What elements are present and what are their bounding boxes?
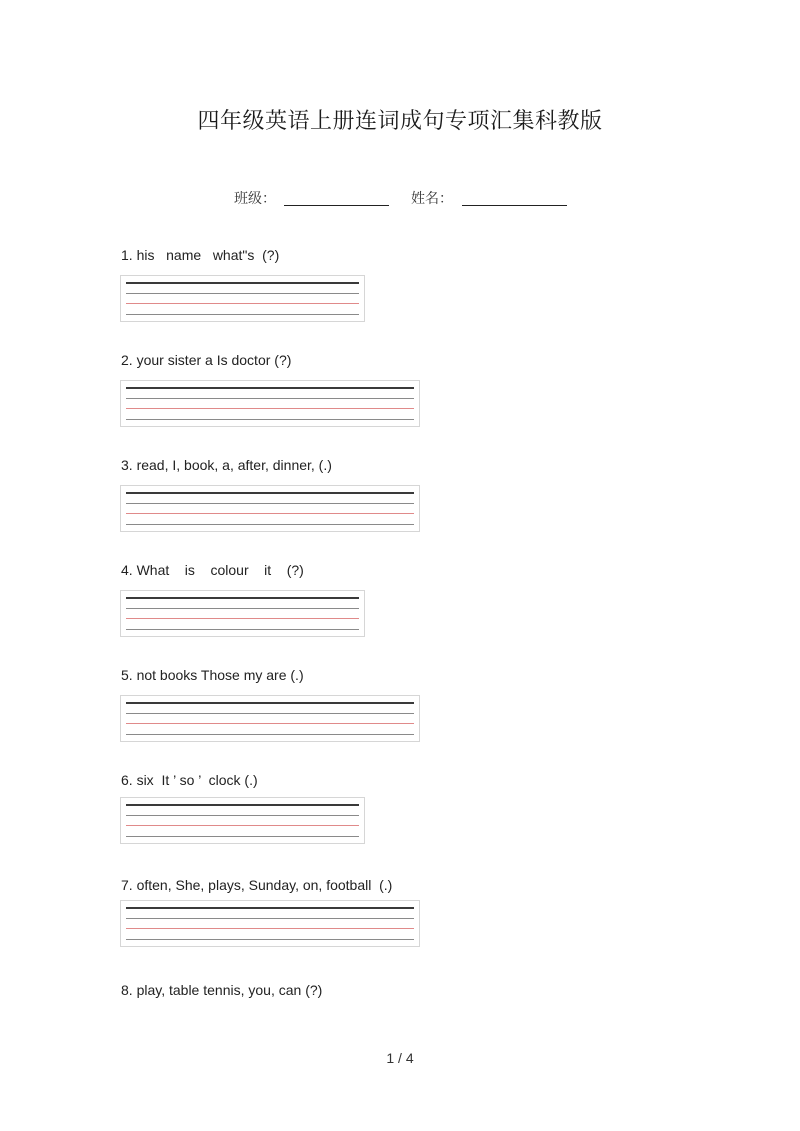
question-1-writing-box[interactable] [120, 275, 365, 322]
class-label: 班级： [234, 191, 276, 207]
writing-line [126, 608, 359, 609]
writing-line [126, 524, 414, 525]
question-4-writing-box[interactable] [120, 590, 365, 637]
writing-line [126, 293, 359, 294]
writing-line [126, 939, 414, 940]
question-3-writing-box[interactable] [120, 485, 420, 532]
question-2-writing-box[interactable] [120, 380, 420, 427]
writing-line [126, 918, 414, 919]
question-3-text: 3. read, I, book, a, after, dinner, (.) [121, 457, 332, 473]
name-label: 姓名： [411, 191, 453, 207]
question-8-text: 8. play, table tennis, you, can (?) [121, 982, 323, 998]
question-4-text: 4. What is colour it (?) [121, 562, 304, 578]
question-1-text: 1. his name what"s (?) [121, 247, 280, 263]
question-6-writing-box[interactable] [120, 797, 365, 844]
writing-line [126, 734, 414, 735]
writing-line [126, 825, 359, 826]
page-number: 1 / 4 [386, 1050, 414, 1066]
writing-line [126, 492, 414, 494]
question-5-writing-box[interactable] [120, 695, 420, 742]
writing-line [126, 419, 414, 420]
question-5-text: 5. not books Those my are (.) [121, 667, 304, 683]
writing-line [126, 907, 414, 909]
writing-line [126, 597, 359, 599]
writing-line [126, 408, 414, 409]
writing-line [126, 713, 414, 714]
writing-line [126, 513, 414, 514]
student-info-row [0, 188, 800, 212]
writing-line [126, 503, 414, 504]
question-7-writing-box[interactable] [120, 900, 420, 947]
name-blank[interactable] [462, 205, 567, 206]
writing-line [126, 629, 359, 630]
writing-line [126, 815, 359, 816]
writing-line [126, 928, 414, 929]
class-blank[interactable] [284, 205, 389, 206]
writing-line [126, 804, 359, 806]
question-6-text: 6. six It ’ so ’ clock (.) [121, 772, 258, 788]
writing-line [126, 303, 359, 304]
question-2-text: 2. your sister a Is doctor (?) [121, 352, 292, 368]
writing-line [126, 387, 414, 389]
question-7-text: 7. often, She, plays, Sunday, on, football (.) [121, 877, 393, 893]
writing-line [126, 836, 359, 837]
writing-line [126, 398, 414, 399]
writing-line [126, 702, 414, 704]
worksheet-title: 四年级英语上册连词成句专项汇集科教版 [197, 109, 603, 134]
writing-line [126, 723, 414, 724]
writing-line [126, 618, 359, 619]
writing-line [126, 314, 359, 315]
writing-line [126, 282, 359, 284]
